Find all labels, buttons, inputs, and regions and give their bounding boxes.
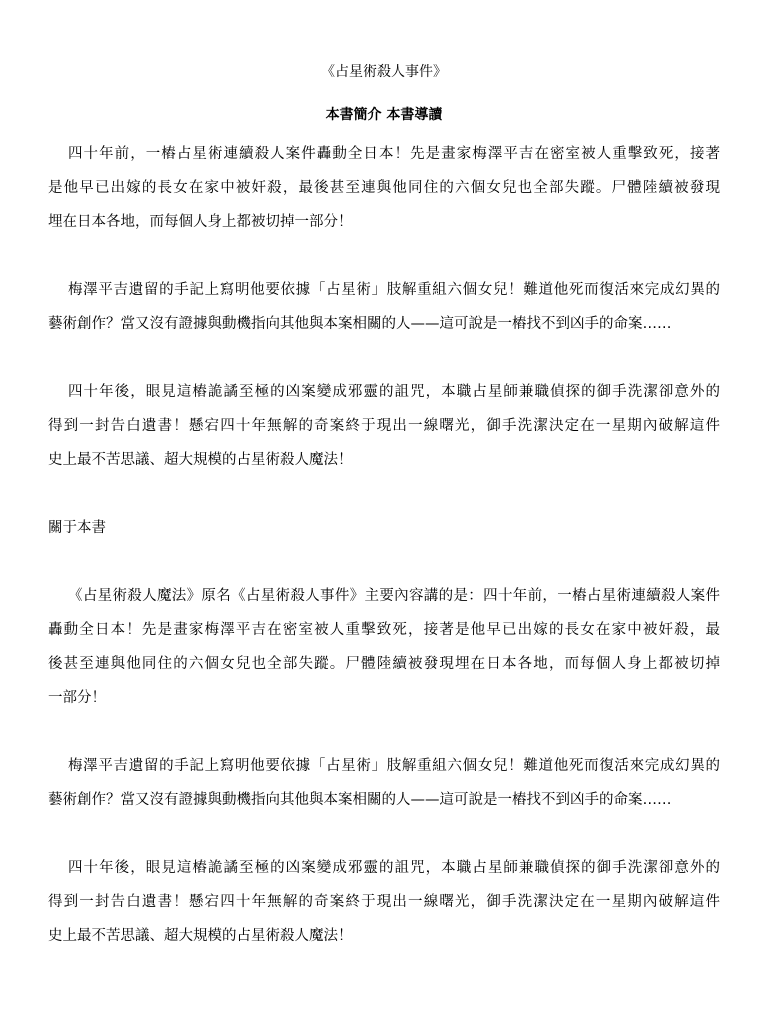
paragraph-gap <box>48 341 720 375</box>
paragraph-line: 四十年後，眼見這樁詭譎至極的凶案變成邪靈的詛咒，本職占星師兼職偵探的御手洗潔卻意外的 <box>68 384 720 400</box>
about-paragraph-1 <box>48 579 720 715</box>
paragraph-gap <box>48 817 720 851</box>
paragraph-line: 後甚至連與他同住的六個女兒也全部失蹤。尸體陸續被發現埋在日本各地，而每個人身上都被切掉 <box>48 656 720 672</box>
paragraph-line: 藝術創作？當又沒有證據與動機指向其他與本案相關的人——這可說是一樁找不到凶手的命案…… <box>48 792 672 808</box>
paragraph-line: 史上最不苦思議、超大規模的占星術殺人魔法！ <box>48 452 353 468</box>
document-title: 《占星術殺人事件》 <box>321 64 447 80</box>
about-section <box>48 579 720 953</box>
intro-paragraph-3 <box>48 375 720 477</box>
paragraph-line: 一部分！ <box>48 690 106 706</box>
paragraph-line: 埋在日本各地，而每個人身上都被切掉一部分！ <box>48 214 353 230</box>
about-paragraph-2 <box>48 749 720 817</box>
paragraph-line: 梅澤平吉遺留的手記上寫明他要依據「占星術」肢解重組六個女兒！難道他死而復活來完成幻異的 <box>68 758 720 774</box>
about-paragraph-3 <box>48 851 720 953</box>
paragraph-line: 得到一封告白遺書！懸宕四十年無解的奇案終于現出一線曙光，御手洗潔決定在一星期內破解這件 <box>48 418 720 434</box>
paragraph-gap <box>48 715 720 749</box>
paragraph-line: 是他早已出嫁的長女在家中被奸殺，最後甚至連與他同住的六個女兒也全部失蹤。尸體陸續被發現 <box>48 180 720 196</box>
document-subtitle: 本書簡介 本書導讀 <box>325 107 443 123</box>
intro-paragraph-1 <box>48 137 720 239</box>
paragraph-line: 藝術創作？當又沒有證據與動機指向其他與本案相關的人——這可說是一樁找不到凶手的命案…… <box>48 316 672 332</box>
paragraph-line: 史上最不苦思議、超大規模的占星術殺人魔法！ <box>48 928 353 944</box>
paragraph-gap <box>48 239 720 273</box>
paragraph-line: 轟動全日本！先是畫家梅澤平吉在密室被人重擊致死，接著是他早已出嫁的長女在家中被奸殺，最 <box>48 622 720 638</box>
paragraph-gap <box>48 477 720 511</box>
paragraph-line: 梅澤平吉遺留的手記上寫明他要依據「占星術」肢解重組六個女兒！難道他死而復活來完成幻異的 <box>68 282 720 298</box>
paragraph-line: 《占星術殺人魔法》原名《占星術殺人事件》主要內容講的是：四十年前，一樁占星術連續殺人案件 <box>68 588 720 604</box>
paragraph-line: 四十年後，眼見這樁詭譎至極的凶案變成邪靈的詛咒，本職占星師兼職偵探的御手洗潔卻意外的 <box>68 860 720 876</box>
section-heading-about: 關于本書 <box>48 520 106 536</box>
paragraph-gap <box>48 545 720 579</box>
paragraph-line: 四十年前，一樁占星術連續殺人案件轟動全日本！先是畫家梅澤平吉在密室被人重擊致死，接著 <box>68 146 720 162</box>
intro-section <box>48 137 720 477</box>
paragraph-line: 得到一封告白遺書！懸宕四十年無解的奇案終于現出一線曙光，御手洗潔決定在一星期內破解這件 <box>48 894 720 910</box>
intro-paragraph-2 <box>48 273 720 341</box>
